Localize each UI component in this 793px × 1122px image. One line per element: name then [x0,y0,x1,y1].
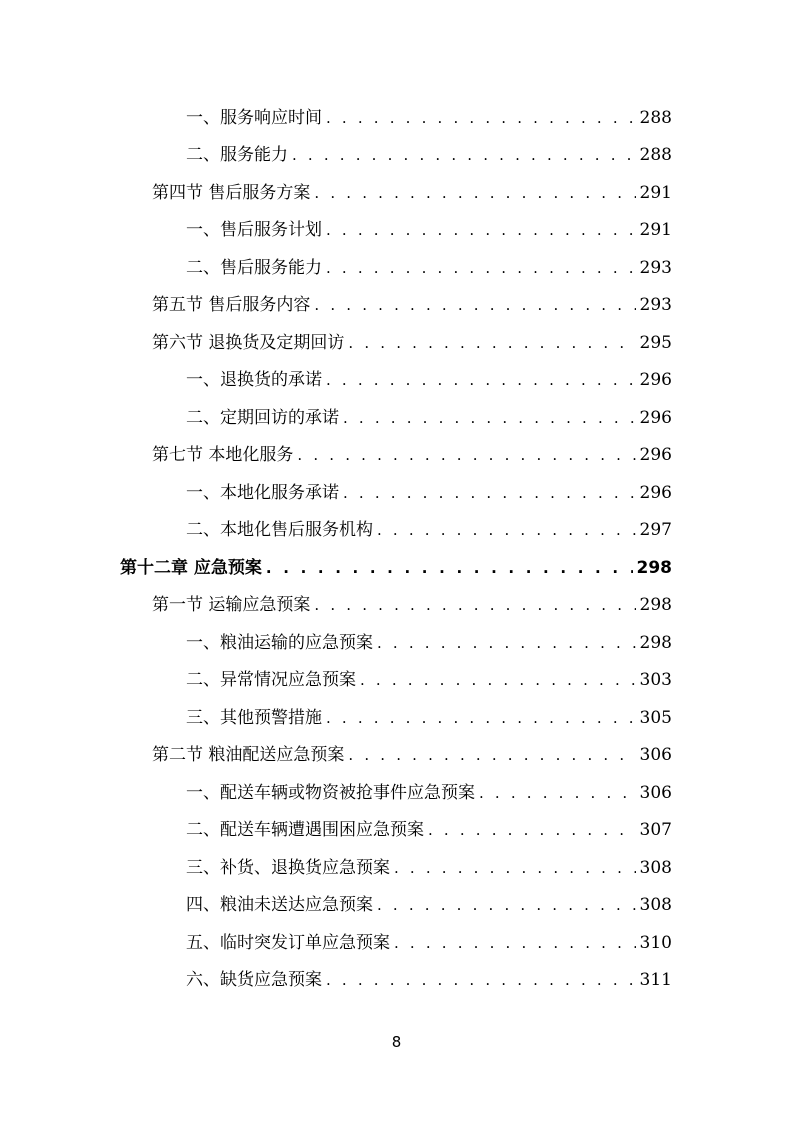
toc-entry-page: 297 [639,520,672,541]
toc-leader-dots [343,407,636,429]
toc-leader-dots [377,894,636,916]
toc-leader-dots [326,969,636,991]
toc-leader-dots [360,669,636,691]
toc-entry-label: 第十二章 应急预案 [120,557,262,578]
toc-leader-dots [314,594,635,616]
page-number: 8 [391,1033,402,1051]
toc-entry-label: 第二节 粮油配送应急预案 [152,745,345,766]
toc-leader-dots [314,294,635,316]
toc-section-entry[interactable] [0,737,793,775]
toc-entry-label: 六、缺货应急预案 [186,970,322,991]
toc-leader-dots [428,819,636,841]
toc-subsection-entry[interactable] [0,212,793,250]
toc-subsection-entry[interactable] [0,699,793,737]
toc-entry-label: 五、临时突发订单应急预案 [186,932,390,953]
toc-section-entry[interactable] [0,174,793,212]
toc-leader-dots [348,744,635,766]
toc-subsection-entry[interactable] [0,137,793,175]
toc-entry-page: 288 [639,145,672,166]
toc-entry-page: 307 [639,820,672,841]
toc-leader-dots [348,332,635,354]
toc-entry-label: 第一节 运输应急预案 [152,595,311,616]
toc-leader-dots [326,219,636,241]
toc-subsection-entry[interactable] [0,474,793,512]
toc-entry-label: 二、定期回访的承诺 [186,407,339,428]
toc-entry-label: 一、粮油运输的应急预案 [186,632,373,653]
toc-section-entry[interactable] [0,287,793,325]
toc-entry-label: 二、售后服务能力 [186,257,322,278]
toc-leader-dots [326,107,636,129]
toc-entry-page: 298 [639,595,672,616]
toc-leader-dots [394,857,636,879]
toc-entry-page: 298 [639,632,672,653]
toc-entry-label: 一、售后服务计划 [186,220,322,241]
toc-entry-label: 一、配送车辆或物资被抢事件应急预案 [186,782,475,803]
toc-leader-dots [297,444,635,466]
toc-entry-page: 305 [639,707,672,728]
toc-entry-label: 二、服务能力 [186,145,288,166]
toc-subsection-entry[interactable] [0,249,793,287]
toc-entry-label: 第五节 售后服务内容 [152,295,311,316]
toc-leader-dots [377,632,636,654]
toc-subsection-entry[interactable] [0,512,793,550]
toc-entry-page: 288 [639,107,672,128]
toc-entry-page: 310 [639,932,672,953]
toc-entry-page: 308 [639,857,672,878]
toc-section-entry[interactable] [0,587,793,625]
toc-subsection-entry[interactable] [0,99,793,137]
toc-subsection-entry[interactable] [0,924,793,962]
toc-leader-dots [394,932,636,954]
toc-entry-label: 四、粮油未送达应急预案 [186,895,373,916]
toc-entry-label: 三、其他预警措施 [186,707,322,728]
toc-entry-label: 第七节 本地化服务 [152,445,294,466]
toc-leader-dots [326,707,636,729]
toc-leader-dots [377,519,636,541]
toc-subsection-entry[interactable] [0,624,793,662]
toc-leader-dots [479,782,636,804]
toc-entry-page: 303 [639,670,672,691]
toc-section-entry[interactable] [0,324,793,362]
toc-leader-dots [326,257,636,279]
toc-leader-dots [314,182,635,204]
table-of-contents [0,99,793,999]
toc-entry-page: 296 [639,482,672,503]
toc-entry-page: 295 [639,332,672,353]
toc-subsection-entry[interactable] [0,962,793,1000]
toc-entry-page: 306 [639,782,672,803]
toc-entry-label: 第四节 售后服务方案 [152,182,311,203]
toc-section-entry[interactable] [0,437,793,475]
toc-chapter-entry[interactable] [0,549,793,587]
toc-leader-dots [266,557,633,579]
toc-entry-page: 291 [639,182,672,203]
toc-entry-page: 293 [639,257,672,278]
toc-entry-page: 296 [639,445,672,466]
toc-entry-page: 298 [636,557,672,578]
toc-subsection-entry[interactable] [0,812,793,850]
toc-entry-label: 一、退换货的承诺 [186,370,322,391]
toc-entry-label: 一、本地化服务承诺 [186,482,339,503]
toc-entry-label: 三、补货、退换货应急预案 [186,857,390,878]
toc-entry-label: 二、本地化售后服务机构 [186,520,373,541]
toc-leader-dots [292,144,636,166]
toc-entry-page: 296 [639,407,672,428]
toc-leader-dots [343,482,636,504]
toc-entry-page: 291 [639,220,672,241]
toc-entry-page: 308 [639,895,672,916]
toc-subsection-entry[interactable] [0,362,793,400]
toc-subsection-entry[interactable] [0,849,793,887]
toc-entry-page: 311 [639,970,672,991]
toc-entry-page: 296 [639,370,672,391]
toc-leader-dots [326,369,636,391]
toc-subsection-entry[interactable] [0,887,793,925]
toc-entry-page: 306 [639,745,672,766]
toc-entry-label: 第六节 退换货及定期回访 [152,332,345,353]
toc-entry-label: 二、异常情况应急预案 [186,670,356,691]
toc-entry-page: 293 [639,295,672,316]
toc-subsection-entry[interactable] [0,774,793,812]
toc-entry-label: 二、配送车辆遭遇围困应急预案 [186,820,424,841]
toc-subsection-entry[interactable] [0,662,793,700]
toc-subsection-entry[interactable] [0,399,793,437]
toc-entry-label: 一、服务响应时间 [186,107,322,128]
